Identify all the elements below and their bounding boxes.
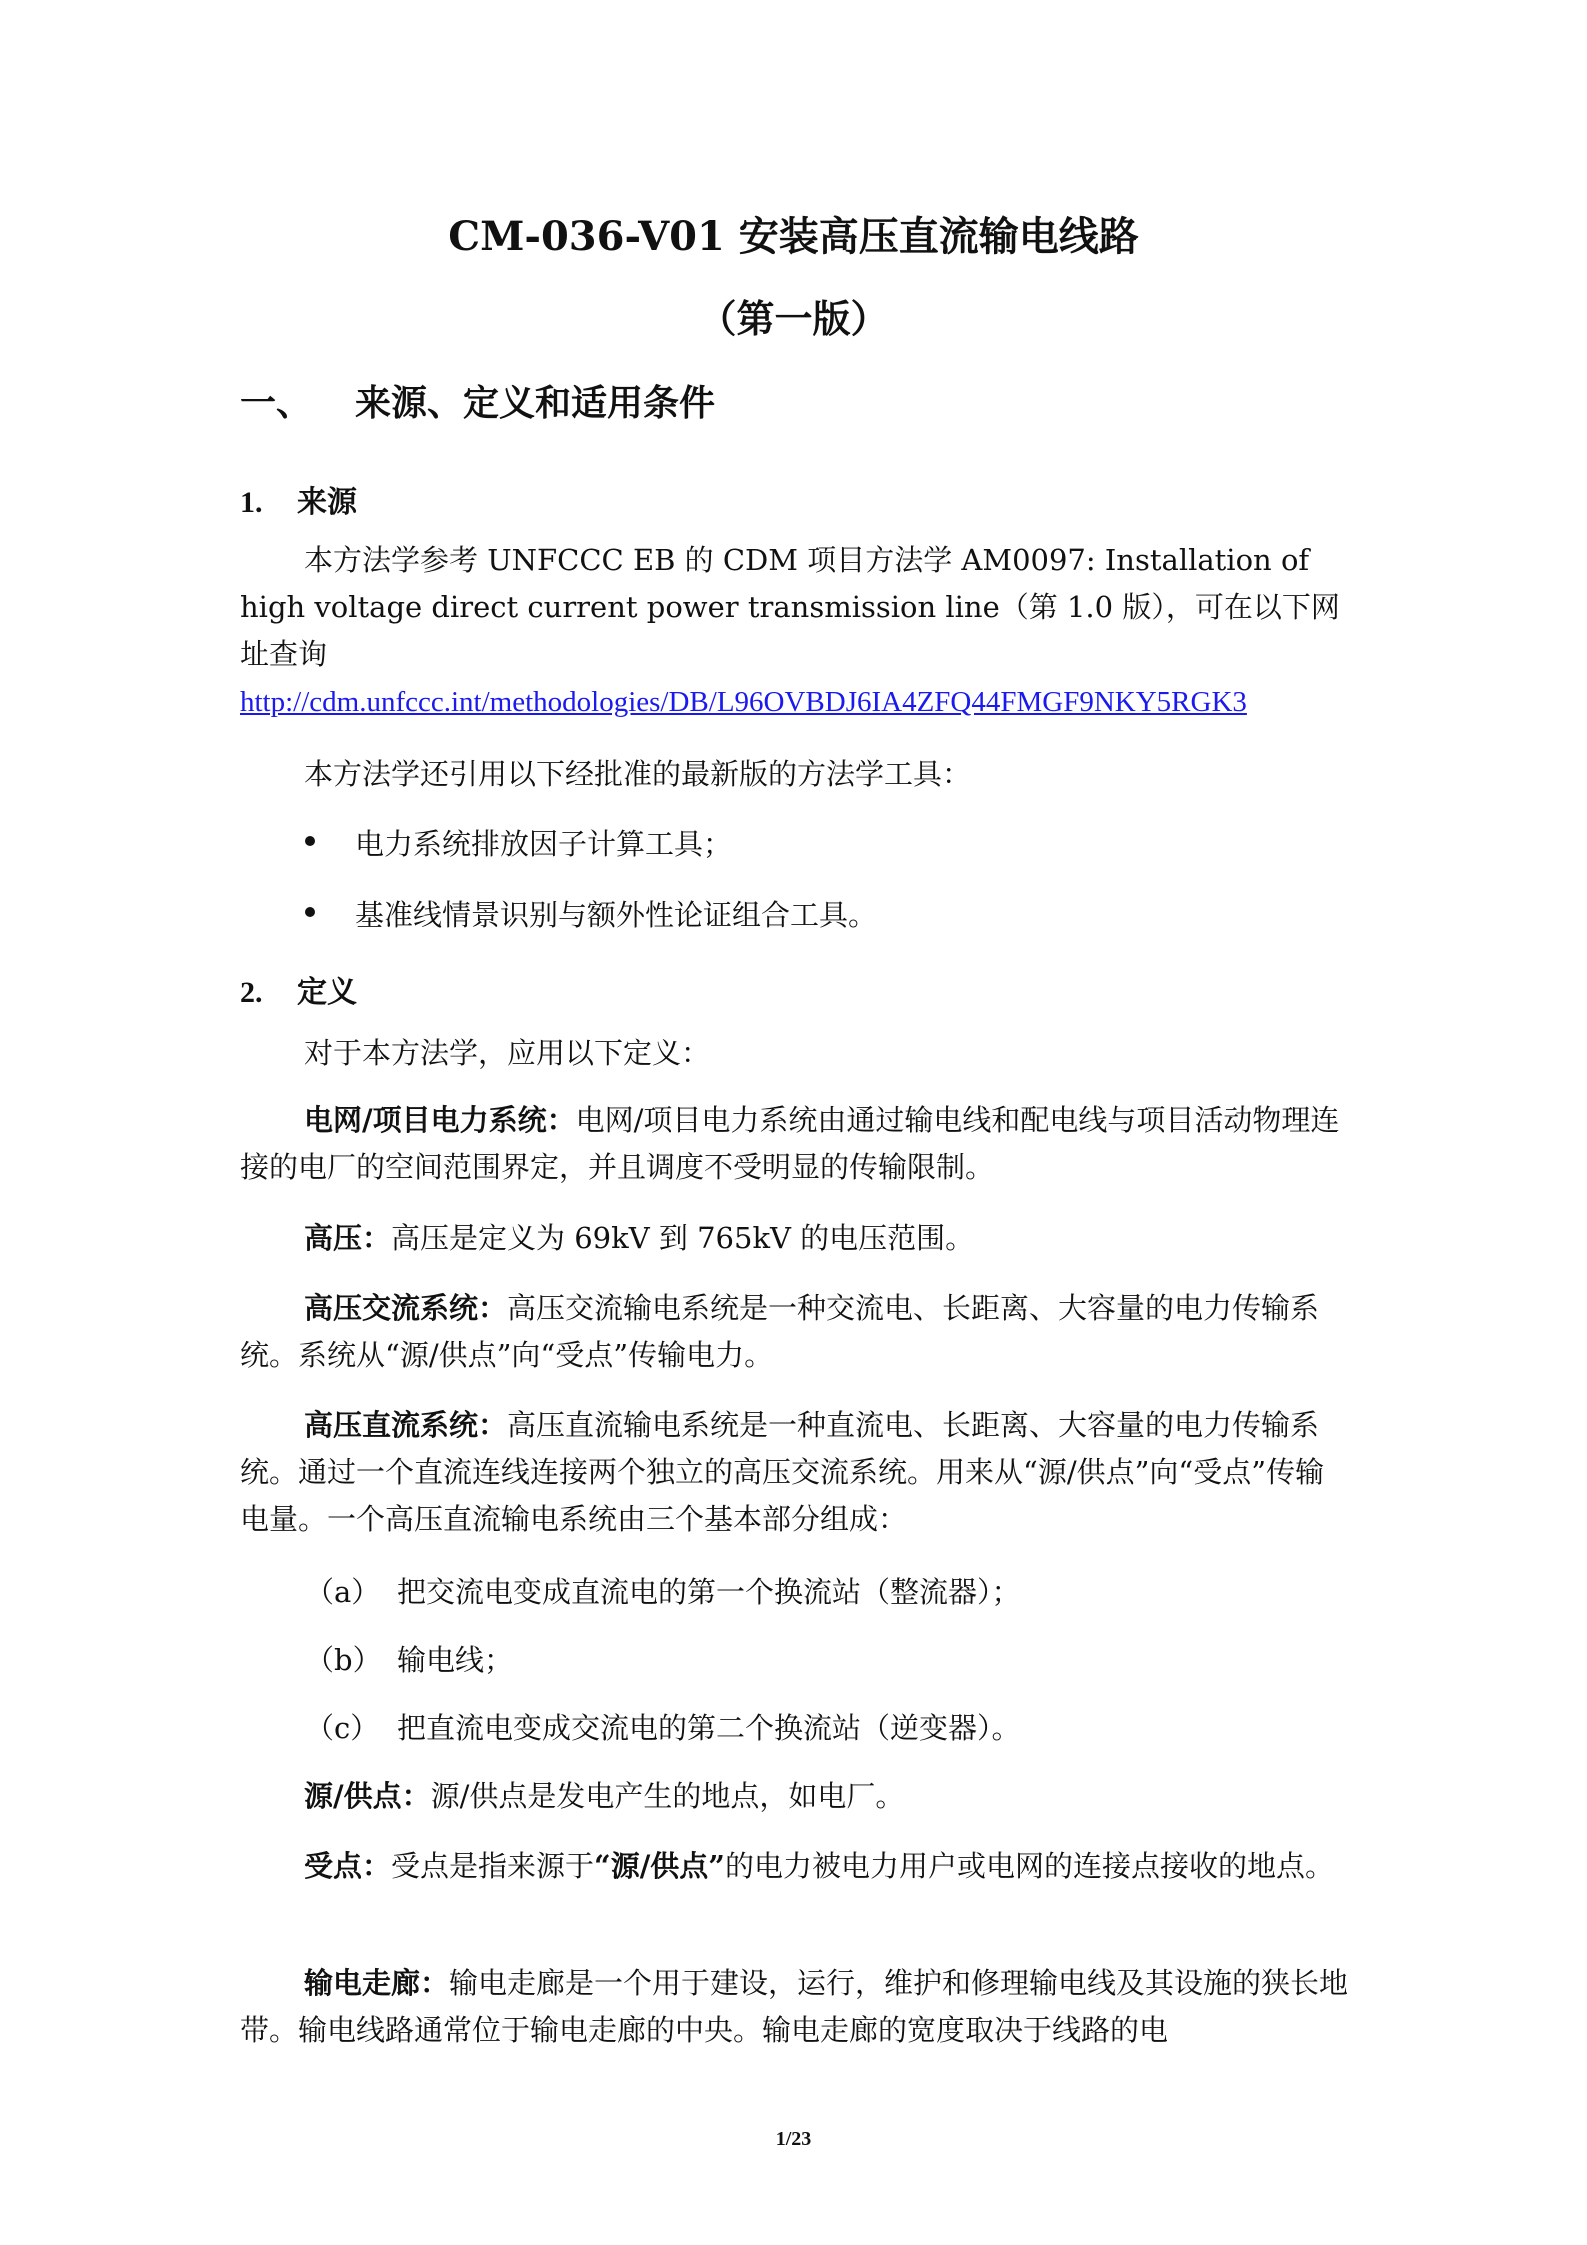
definition-term: 高压直流系统： <box>304 1408 508 1442</box>
subsection-heading-source <box>240 477 357 521</box>
section-title: 来源、定义和适用条件 <box>355 382 716 424</box>
tools-intro: 本方法学还引用以下经批准的最新版的方法学工具： <box>304 757 972 791</box>
definition-term: 电网/项目电力系统： <box>304 1103 576 1137</box>
list-item-marker: （b） <box>305 1643 382 1677</box>
section-heading <box>240 375 715 426</box>
definition-term: 高压交流系统： <box>304 1291 508 1325</box>
list-item-marker: （c） <box>305 1711 380 1745</box>
subsection-heading-definitions <box>240 967 357 1011</box>
subsection-title: 定义 <box>297 975 357 1010</box>
list-item <box>305 1706 1021 1747</box>
definition-term: 输电走廊： <box>304 1966 450 2000</box>
page-number: 1/23 <box>775 2128 812 2150</box>
subsection-title: 来源 <box>297 485 357 520</box>
definition-term: 源/供点： <box>304 1779 431 1813</box>
definition-high-voltage <box>240 1215 1352 1262</box>
source-paragraph <box>240 537 1352 726</box>
source-text: 本方法学参考 UNFCCC EB 的 CDM 项目方法学 AM0097: Installation of high voltage direct current power transmission line（第 1.0 版），可在以下网址查询 <box>240 543 1340 671</box>
definition-corridor <box>240 1960 1352 2054</box>
definition-text: 高压交流输电系统是一种交流电、长距离、大容量的电力传输系统。系统从“源/供点”向“受点”传输电力。 <box>240 1291 1320 1372</box>
definition-text: 的电力被电力用户或电网的连接点接收的地点。 <box>725 1849 1335 1883</box>
list-item-text: 输电线； <box>397 1643 514 1677</box>
definition-hvdc <box>240 1402 1352 1543</box>
document-title: CM-036-V01 安装高压直流输电线路 <box>448 213 1139 260</box>
document-subtitle: （第一版） <box>698 296 889 341</box>
list-item-text: 把交流电变成直流电的第一个换流站（整流器）； <box>397 1575 1021 1609</box>
methodology-url-link[interactable]: http://cdm.unfccc.int/methodologies/DB/L96OVBDJ6IA4ZFQ44FMGF9NKY5RGK3 <box>240 686 1247 718</box>
subsection-number: 1. <box>240 486 263 519</box>
definition-source <box>240 1773 1352 1820</box>
list-item-marker: （a） <box>305 1575 381 1609</box>
definition-sink <box>240 1843 1352 1890</box>
definition-text: 高压是定义为 69kV 到 765kV 的电压范围。 <box>391 1221 975 1255</box>
list-item <box>305 1570 1021 1611</box>
list-item-text: 基准线情景识别与额外性论证组合工具。 <box>355 898 878 932</box>
bullet-dot <box>305 907 315 917</box>
definitions-intro: 对于本方法学，应用以下定义： <box>304 1036 711 1070</box>
definition-hvac <box>240 1285 1352 1379</box>
list-item-text: 把直流电变成交流电的第二个换流站（逆变器）。 <box>397 1711 1021 1745</box>
subsection-number: 2. <box>240 976 263 1009</box>
section-number: 一、 <box>240 382 313 424</box>
definition-text: 受点是指来源于 <box>391 1849 595 1883</box>
definition-text: 高压直流输电系统是一种直流电、长距离、大容量的电力传输系统。通过一个直流连线连接两个独立的高压交流系统。用来从“源/供点”向“受点”传输电量。一个高压直流输电系统由三个基本部分组成： <box>240 1408 1325 1536</box>
definition-text: 输电走廊是一个用于建设，运行，维护和修理输电线及其设施的狭长地带。输电线路通常位于输电走廊的中央。输电走廊的宽度取决于线路的电 <box>240 1966 1349 2047</box>
list-item <box>305 1638 513 1679</box>
bullet-dot <box>305 836 315 846</box>
list-item-text: 电力系统排放因子计算工具； <box>355 827 733 861</box>
definition-term: 高压： <box>304 1221 392 1255</box>
definition-grid <box>240 1097 1352 1191</box>
definition-text: 电网/项目电力系统由通过输电线和配电线与项目活动物理连接的电厂的空间范围界定，并且调度不受明显的传输限制。 <box>240 1103 1340 1184</box>
definition-quote: “源/供点” <box>594 1849 725 1883</box>
definition-text: 源/供点是发电产生的地点，如电厂。 <box>430 1779 905 1813</box>
definition-term: 受点： <box>304 1849 392 1883</box>
